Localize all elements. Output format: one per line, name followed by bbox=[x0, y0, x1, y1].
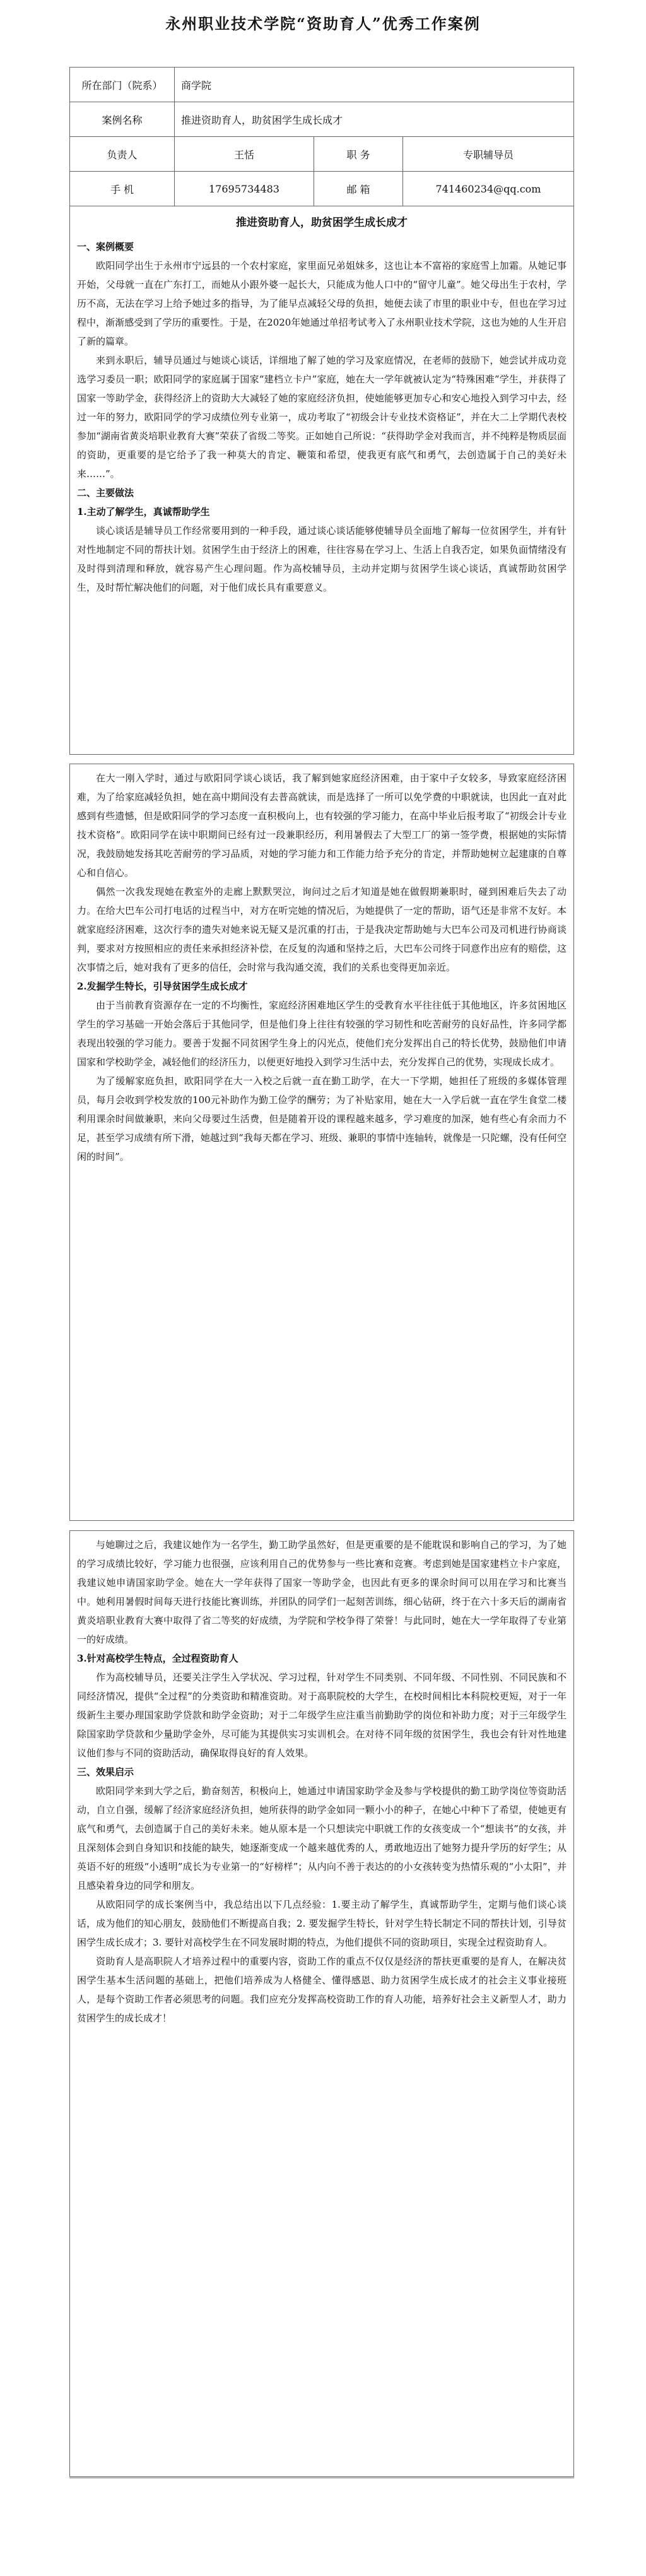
case-heading: 推进资助育人，助贫困学生成长成才 bbox=[236, 216, 408, 229]
paragraph: 资助育人是高职院人才培养过程中的重要内容，资助工作的重点不仅仅是经济的帮扶更重要的是育人，在解决贫困学生基本生活问题的基础上，把他们培养成为人格健全、懂得感恩、助力贫困学生成长成才的社会主义事业接班人，是每个资助工作者必须思考的问题。我们应充分发挥高校资助工作的育人功能，培养好社会主义新型人才，助力贫困学生的成长成才！ bbox=[77, 1956, 567, 2024]
content-block-2 bbox=[77, 769, 567, 1166]
paragraph: 来到永职后，辅导员通过与她谈心谈话，详细地了解了她的学习及家庭情况，在老师的鼓励下，她尝试并成功竞选学习委员一职；欧阳同学的家庭属于国家“建档立卡户”家庭，她在大一学年就被认定为“特殊困难”学生，并获得了国家一等助学金，获得经济上的资助大大减轻了她的家庭经济负担，使她能够更加专心和安心地投入到学习中去，经过一年的努力，欧阳同学的学习成绩位列专业第一，成功考取了“初级会计专业技术资格证”，并在大二上学期代表校参加“湖南省黄炎培职业教育大赛”荣获了省级二等奖。正如她自己所说：“获得助学金对我而言，并不纯粹是物质层面的资助，更重要的是它给予了我一种莫大的肯定、鞭策和希望，使我更有底气和勇气，去创造属于自己的美好未来……”。 bbox=[77, 355, 567, 480]
section-practice-heading: 二、主要做法 bbox=[77, 487, 134, 499]
phone-label: 手 机 bbox=[70, 172, 175, 206]
case-label: 案例名称 bbox=[70, 102, 175, 137]
paragraph: 为了缓解家庭负担，欧阳同学在大一入校之后就一直在勤工助学，在大一下学期，她担任了班级的多媒体管理员，每月会收到学校发放的100元补助作为勤工俭学的酬劳；为了补贴家用，她在大一入学后就一直在学生食堂二楼利用课余时间做兼职，来向父母要过生活费，但是随着开设的课程越来越多，学习难度的加深，她有些心有余而力不足，甚至学习成绩有所下滑，她越过到“我每天都在学习、班级、兼职的事情中连轴转，就像是一只陀螺，没有任何空闲的时间”。 bbox=[77, 1075, 567, 1162]
paragraph: 欧阳同学来到大学之后，勤奋刻苦，积极向上，她通过申请国家助学金及参与学校提供的勤工助学岗位等资助活动，自立自强，缓解了经济家庭经济负担，她所获得的助学金如同一颗小小的种子，在她心中种下了希望，使她更有底气和勇气，去创造属于自己的美好未来。她从原本是一个只想读完中职就工作的女孩变成一个“想读书”的女孩，并且深刻体会到自身知识和技能的缺失，她逐渐变成一个越来越优秀的人，勇敢地迈出了她努力提升学历的好学生；从英语不好的班级“小透明”成长为专业第一的“好榜样”；从内向不善于表达的的小女孩转变为热情乐观的“小太阳”，并且感染着身边的同学和朋友。 bbox=[77, 1785, 567, 1891]
duty-value: 专职辅导员 bbox=[403, 137, 574, 172]
document-title: 永州职业技术学院“资助育人”优秀工作案例 bbox=[165, 15, 481, 33]
duty-label: 职 务 bbox=[314, 137, 403, 172]
paragraph: 谈心谈话是辅导员工作经常要用到的一种手段，通过谈心谈话能够使辅导员全面地了解每一位贫困学生，并有针对性地制定不同的帮扶计划。贫困学生由于经济上的困难，往往容易在学习上、生活上自我否定，如果负面情绪没有及时得到清理和释放，就容易产生心理问题。作为高校辅导员，主动并定期与贫困学生谈心谈话，真诚帮助贫困学生，及时帮忙解决他们的问题，对于他们成长具有重要意义。 bbox=[77, 525, 567, 593]
paragraph: 由于当前教育资源存在一定的不均衡性，家庭经济困难地区学生的受教育水平往往低于其他地区，许多贫困地区学生的学习基础一开始会落后于其他同学，但是他们身上往往有较强的学习韧性和吃苦耐劳的良好品性，许多同学都表现出较强的学习能力。要善于发掘不同贫困学生身上的闪光点，使他们充分发挥出自己的特长优势，鼓励他们申请国家和学校助学金，减轻他们的经济压力，以便更好地投入到学习生活中去，充分发挥自己的优势，实现成长成才。 bbox=[77, 1000, 567, 1068]
case-value: 推进资助育人，助贫困学生成长成才 bbox=[175, 102, 574, 137]
paragraph: 作为高校辅导员，还要关注学生入学状况、学习过程，针对学生不同类别、不同年级、不同性别、不同民族和不同经济情况，提供“全过程”的分类资助和精准资助。对于高职院校的大学生，在校时间相比本科院校更短，对于一年级新生主要办理国家助学贷款和助学金资助；对于二年级学生应注重当前勤助学的岗位和补助力度；对于三年级学生除国家助学贷款和少量助学金外，尽可能为其提供实习实训机会。在对待不同年级的贫困学生，我也会有针对性地建议他们参与不同的资助活动，确保取得良好的育人效果。 bbox=[77, 1672, 567, 1759]
paragraph: 欧阳同学出生于永州市宁远县的一个农村家庭，家里面兄弟姐妹多，这也让本不富裕的家庭雪上加霜。从她记事开始，父母就一直在广东打工，而她从小跟外婆一起长大，只能成为他人口中的“留守儿童”。她父母出生于农村，学历不高，无法在学习上给予她过多的指导，为了能早点减轻父母的负担，她便去读了市里的职业中专，但也在学习过程中，渐渐感受到了学历的重要性。于是，在2020年她通过单招考试考入了永州职业技术学院，这也为她的人生开启了新的篇章。 bbox=[77, 260, 567, 347]
owner-label: 负责人 bbox=[70, 137, 175, 172]
email-label: 邮 箱 bbox=[314, 172, 403, 206]
paragraph: 在大一刚入学时，通过与欧阳同学谈心谈话，我了解到她家庭经济困难，由于家中子女较多，导致家庭经济困难，为了给家庭减轻负担，她在高中期间没有去普高就读，而是选择了一所可以免学费的中职就读，也因此一直对此感到有些遗憾，但是欧阳同学的学习态度一直积极向上，也有较强的学习能力，在高中毕业后报考取了“初级会计专业技术资格”。欧阳同学在读中职期间已经有过一段兼职经历，利用暑假去了大型工厂的第一签学费，根据她的实际情况，我鼓励她发扬其吃苦耐劳的学习品质，对她的学习能力和工作能力给予充分的肯定，并帮助她树立起建康的自尊心和自信心。 bbox=[77, 772, 567, 878]
info-row-owner bbox=[70, 137, 574, 172]
section-overview-heading: 一、案例概要 bbox=[77, 241, 134, 252]
dept-label: 所在部门（院系） bbox=[70, 68, 175, 102]
case-info-table bbox=[69, 67, 574, 206]
paragraph: 与她聊过之后，我建议她作为一名学生，勤工助学虽然好，但是更重要的是不能耽误和影响自己的学习，为了她的学习成绩比较好，学习能力也很强，应该利用自己的优势参与一些比赛和竞赛。考虑到她是国家建档立卡户家庭，我建议她申请国家助学金。她在大一学年获得了国家一等助学金，也因此有更多的课余时间可以用在学习和比赛当中。她利用暑假时间每天进行技能比赛训练，并团队的同学们一起刻苦训练，细心钻研，终于在六十多天后的湖南省黄炎培职业教育大赛中取得了省二等奖的好成绩，为学院和学校争得了荣誉！与此同时，她在大一学年取得了专业第一的好成绩。 bbox=[77, 1539, 567, 1645]
owner-value: 王恬 bbox=[175, 137, 314, 172]
subsection-heading: 1.主动了解学生，真诚帮助学生 bbox=[77, 506, 210, 517]
dept-value: 商学院 bbox=[175, 68, 574, 102]
content-block-3 bbox=[77, 1535, 567, 2028]
paragraph: 从欧阳同学的成长案例当中，我总结出以下几点经验：1.要主动了解学生，真诚帮助学生，定期与他们谈心谈话，成为他们的知心朋友，鼓励他们不断提高自我；2. 要发掘学生特长，针对学生特长制定不同的帮扶计划，引导贫困学生成长成才；3. 要针对高校学生在不同发展时期的特点，为他们提供不同的资助项目，实现全过程资助育人。 bbox=[77, 1899, 567, 1948]
paragraph: 偶然一次我发现她在教室外的走廊上默默哭泣，询问过之后才知道是她在做假期兼职时，碰到困难后失去了动力。在给大巴车公司打电话的过程当中，对方在听完她的情况后，为她提供了一定的帮助，语气还是非常不友好。本就家庭经济困难，这次行李的遗失对她来说无疑又是沉重的打击，于是我决定帮助她与大巴车公司及司机进行协商谈判，要求对方按照相应的责任来承担经济补偿，在反复的沟通和坚持之后，大巴车公司终于同意作出应有的赔偿，这次事情之后，她对我有了更多的信任，会时常与我沟通交流，我们的关系也变得更加亲近。 bbox=[77, 886, 567, 973]
subsection-heading: 3.针对高校学生特点，全过程资助育人 bbox=[77, 1653, 238, 1664]
phone-value: 17695734483 bbox=[175, 172, 314, 206]
content-block-1 bbox=[77, 212, 567, 597]
info-row-contact bbox=[70, 172, 574, 206]
section-effect-heading: 三、效果启示 bbox=[77, 1766, 134, 1778]
info-row-dept bbox=[70, 68, 574, 102]
info-row-case bbox=[70, 102, 574, 137]
subsection-heading: 2.发掘学生特长，引导贫困学生成长成才 bbox=[77, 981, 248, 992]
email-value: 741460234@qq.com bbox=[403, 172, 574, 206]
